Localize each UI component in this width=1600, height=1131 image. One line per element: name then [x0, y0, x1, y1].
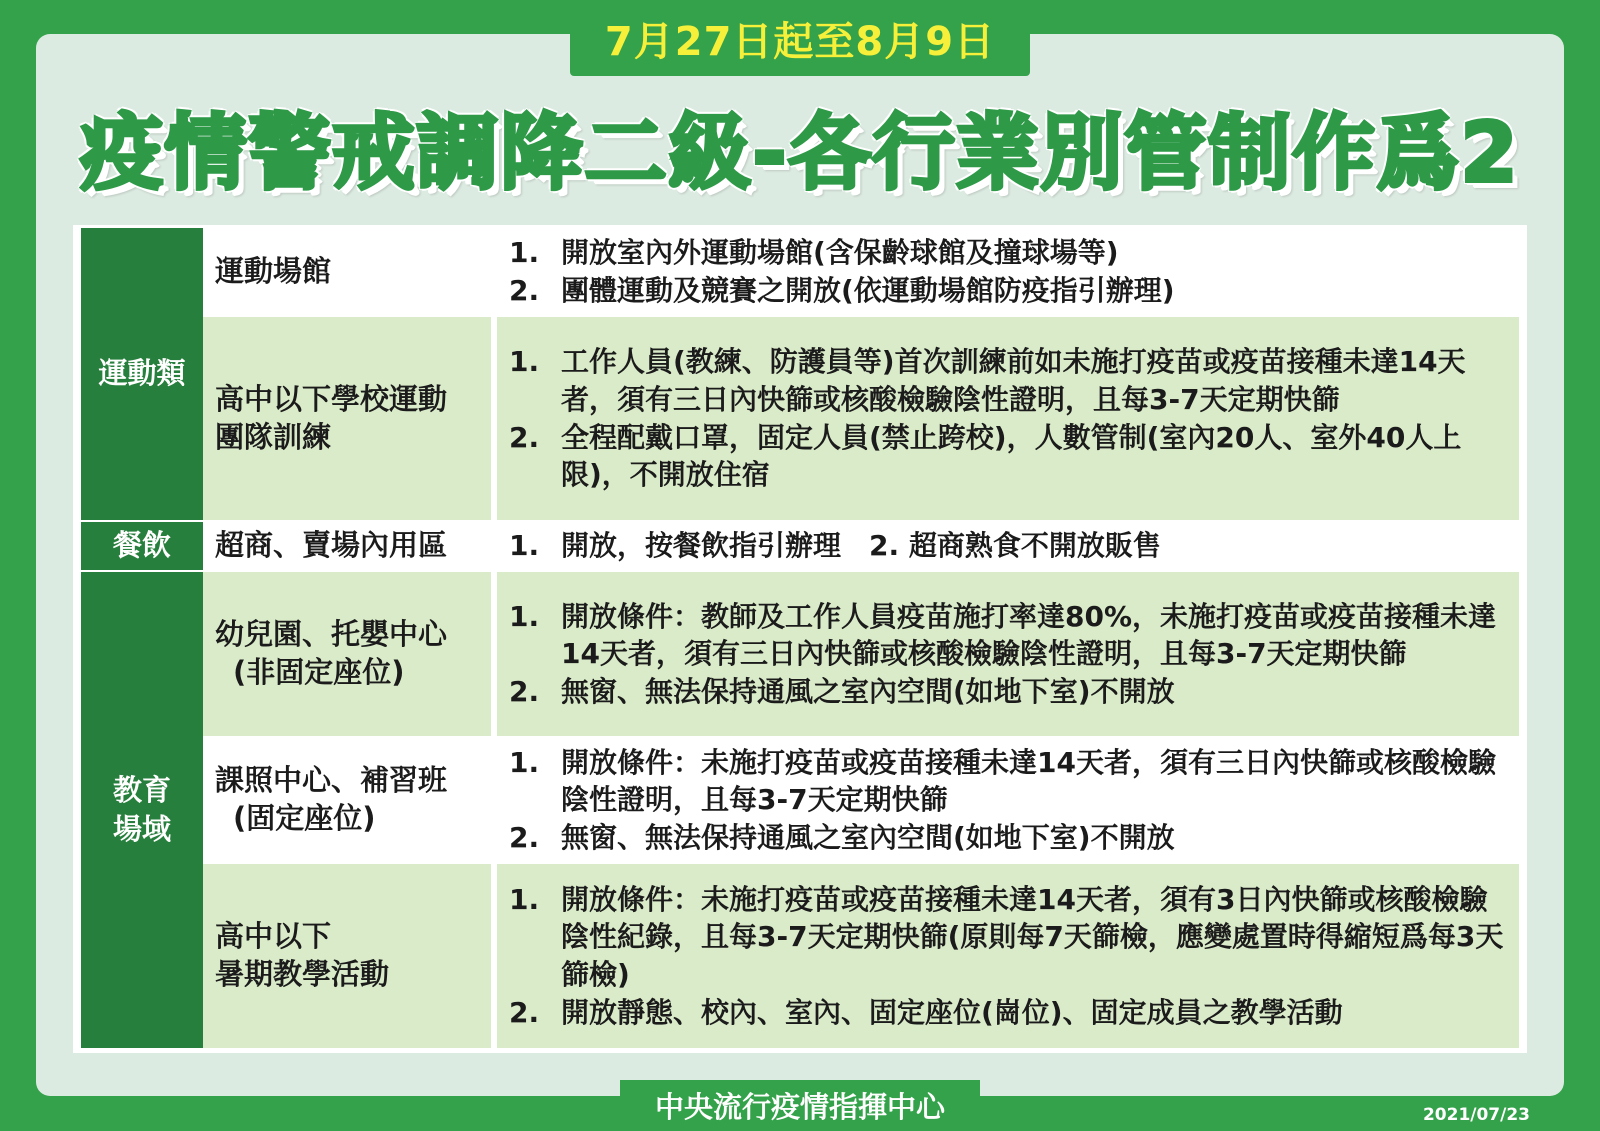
venue-name: 高中以下 暑期教學活動 [215, 919, 390, 991]
venue-name: 幼兒園、托嬰中心 (非固定座位) [215, 617, 448, 689]
category-dining: 餐飲 [81, 522, 203, 570]
date-range: 7月27日起至8月9日 [604, 18, 996, 65]
table-row [203, 228, 1519, 316]
rule-item: 1. 開放條件：未施打疫苗或疫苗接種未達14天者，須有3日內快篩或核酸檢驗陰性紀錄，且每3-7天定期快篩(原則每7天篩檢，應變處置時得縮短爲每3天篩檢) [509, 882, 1504, 991]
rule-item: 1. 開放室內外運動場館(含保齡球館及撞球場等) [509, 236, 1119, 270]
table-row [203, 572, 1519, 736]
organization-name: 中央流行疫情指揮中心 [654, 1090, 945, 1124]
rule-item: 2. 無窗、無法保持通風之室內空間(如地下室)不開放 [509, 820, 1175, 854]
regulation-table [73, 225, 1527, 1053]
table-row [203, 737, 1519, 863]
rule-list [497, 864, 1511, 1048]
rule-list [497, 522, 1511, 570]
rule-list [497, 737, 1511, 863]
rule-item: 1. 開放條件：教師及工作人員疫苗施打率達80%，未施打疫苗或疫苗接種未達14天者，須有三日內快篩或核酸檢驗陰性證明，且每3-7天定期快篩 [509, 599, 1497, 671]
rule-item: 2. 團體運動及競賽之開放(依運動場館防疫指引辦理) [509, 274, 1175, 307]
rule-item: 2. 開放靜態、校內、室內、固定座位(崗位)、固定成員之教學活動 [509, 995, 1343, 1029]
rule-item: 1. 開放條件：未施打疫苗或疫苗接種未達14天者，須有三日內快篩或核酸檢驗陰性證明，且每3-7天定期快篩 [509, 745, 1496, 817]
category-sports: 運動類 [81, 228, 203, 520]
rule-item: 1. 開放，按餐飲指引辦理 2. 超商熟食不開放販售 [509, 529, 1161, 563]
rule-item: 2. 全程配戴口罩，固定人員(禁止跨校)，人數管制(室內20人、室外40人上限)，不開放住宿 [509, 420, 1462, 492]
rule-item: 1. 工作人員(教練、防護員等)首次訓練前如未施打疫苗或疫苗接種未達14天者，須有三日內快篩或核酸檢驗陰性證明，且每3-7天定期快篩 [509, 345, 1466, 416]
venue-name: 超商、賣場內用區 [215, 528, 448, 563]
category-education: 教育 場域 [81, 572, 203, 1048]
rule-list [497, 572, 1511, 736]
venue-name: 運動場館 [215, 254, 332, 289]
table-row [203, 522, 1519, 570]
table-row [203, 864, 1519, 1048]
rule-list [497, 228, 1511, 316]
rule-item: 2. 無窗、無法保持通風之室內空間(如地下室)不開放 [509, 674, 1175, 708]
publish-date: 2021/07/23 [1422, 1105, 1530, 1125]
rule-list [497, 317, 1511, 520]
table-row [203, 317, 1519, 520]
venue-name: 高中以下學校運動 團隊訓練 [215, 381, 448, 454]
date-range-banner [570, 0, 1030, 76]
venue-name: 課照中心、補習班 (固定座位) [215, 763, 448, 835]
organization-footer [620, 1080, 980, 1131]
page-title: 疫情警戒調降二級-各行業別管制作爲2 [80, 106, 1520, 201]
